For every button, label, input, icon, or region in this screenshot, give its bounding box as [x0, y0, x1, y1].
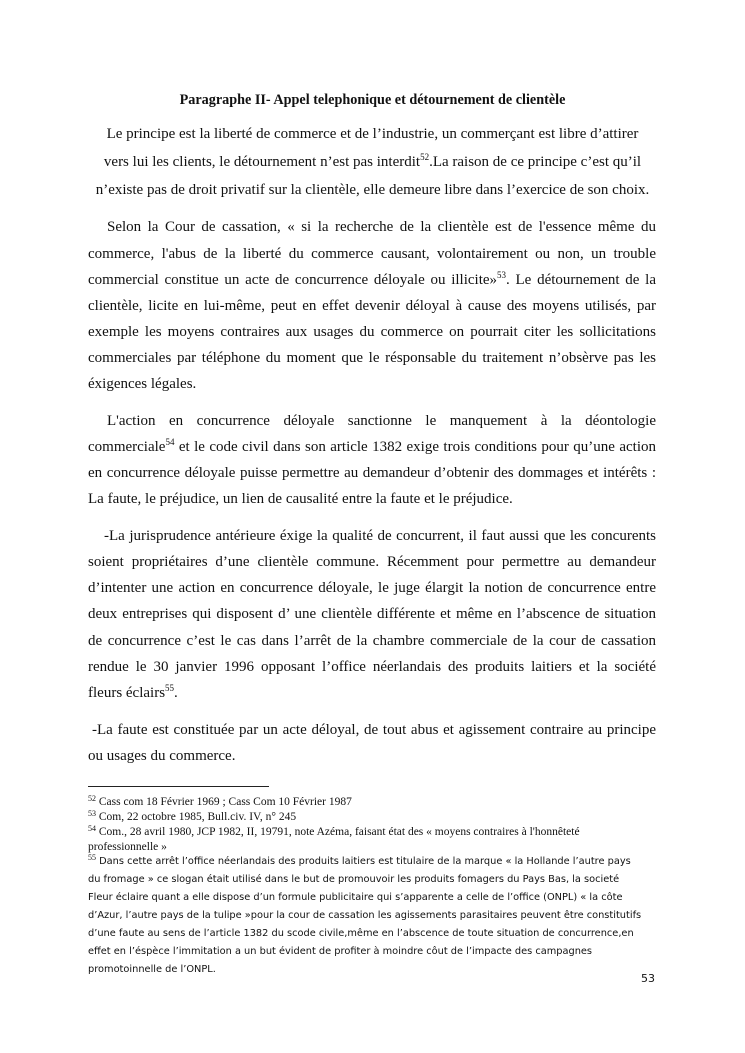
footnote-line: d’Azur, l’autre pays de la tulipe »pour la cour de cassation les agissements parasitaires peuvent être constitutifs: [88, 910, 642, 921]
paragraph-line: -La jurisprudence antérieure éxige la qualité de concurrent, il faut aussi que les concurents: [104, 528, 656, 544]
paragraph-line: d’intenter une action en concurrence déloyale, le juge élargit la notion de concurrence entre: [88, 580, 656, 596]
paragraph-line: n’existe pas de droit privatif sur la clientèle, elle demeure libre dans l’exercice de son choix.: [95, 182, 650, 198]
paragraph-line: clientèle, licite en lui-même, peut en effet devenir déloyal à cause des moyens utilisés, par: [88, 298, 656, 314]
paragraph-line: commerce, l'abus de la liberté du commerce causant, volontairement ou non, un trouble: [88, 246, 656, 262]
footnote-line: effet en l’éspèce l’immitation a un but évident de profiter à moindre côut de l’impacte des campagnes: [88, 946, 593, 957]
paragraph-line: commerciales par téléphone du moment que le résponsable du traitement n’obsèrve pas les: [88, 350, 656, 366]
footnote-ref-53[interactable]: 53: [497, 270, 507, 280]
footnote-separator: [88, 786, 269, 787]
section-heading: Paragraphe II- Appel telephonique et détournement de clientèle: [179, 92, 566, 108]
paragraph-line: Selon la Cour de cassation, « si la recherche de la clientèle est de l'essence même du: [107, 219, 656, 235]
footnote-ref-54[interactable]: 54: [165, 437, 175, 447]
footnote-53: $^{53}$ Com, 22 octobre 1985, Bull.civ. IV, n° 245: [88, 809, 297, 823]
paragraph-line: en concurrence déloyale puisse permettre au demandeur d’obtenir des dommages et intérêts :: [88, 465, 656, 481]
paragraph-line: deux entreprises qui disposent d’ une clientèle différente et même en l’abscence de situation: [88, 606, 656, 622]
paragraph-line: vers lui les clients, le détournement n’est pas interdit$^{52}$.La raison de ce principe c’est qu’il: [103, 152, 642, 170]
paragraph-line: L'action en concurrence déloyale sanctionne le manquement à la déontologie: [107, 413, 656, 429]
footnote-line: promotoinnelle de l’ONPL.: [88, 964, 216, 975]
paragraph-line: rendue le 30 janvier 1996 opposant l’office néerlandais des produits laitiers et la société: [88, 659, 656, 675]
paragraph-line: de concurrence c’est le cas dans l’arrêt de la chambre commerciale de la cour de cassation: [88, 633, 656, 649]
paragraph-line: commerciale$^{54}$ et le code civil dans son article 1382 exige trois conditions pour qu’une action: [88, 437, 656, 455]
footnote-52: $^{52}$ Cass com 18 Février 1969 ; Cass Com 10 Février 1987: [88, 794, 352, 808]
paragraph-line: Le principe est la liberté de commerce et de l’industrie, un commerçant est libre d’attirer: [106, 126, 639, 142]
paragraph-line: -La faute est constituée par un acte déloyal, de tout abus et agissement contraire au principe: [92, 722, 656, 738]
paragraph-line: soient propriétaires d’une clientèle commune. Récemment pour permettre au demandeur: [88, 554, 656, 570]
footnote-ref-52[interactable]: 52: [420, 152, 430, 162]
paragraph-line: ou usages du commerce.: [88, 748, 236, 764]
paragraph-line: commercial constitue un acte de concurrence déloyale ou illicite»$^{53}$. Le détournement de la: [88, 270, 656, 288]
footnote-ref-55[interactable]: 55: [165, 683, 175, 693]
paragraph-line: éxigences légales.: [88, 376, 197, 392]
footnote-line: Fleur éclaire quant a elle dispose d’un formule publicitaire qui s’apparente a celle de l’office (ONPL) « la côte: [88, 892, 623, 903]
footnote-54: $^{54}$ Com., 28 avril 1980, JCP 1982, II, 19791, note Azéma, faisant état des « moyens contraires à l'honnêteté: [88, 824, 580, 838]
footnote-line: $^{55}$ Dans cette arrêt l’office néerlandais des produits laitiers est titulaire de la marque « la Hollande l’autre pays: [88, 853, 631, 867]
footnote-line: du fromage » ce slogan était utilisé dans le but de promouvoir les produits fomagers du Pays Bas, la societé: [88, 874, 620, 885]
paragraph-line: fleurs éclairs$^{55}$.: [88, 683, 178, 701]
paragraph-line: La faute, le préjudice, un lien de causalité entre la faute et le préjudice.: [88, 491, 513, 507]
paragraph-line: exemple les moyens contraires aux usages du commerce on pourrait citer les sollicitations: [88, 324, 656, 340]
footnote-54-cont: professionnelle »: [88, 841, 167, 853]
footnote-line: d’une faute au sens de l’article 1382 du scode civile,même en l’abscence de toute situation de concurrence,en: [88, 928, 634, 939]
page-number: 53: [641, 972, 655, 985]
